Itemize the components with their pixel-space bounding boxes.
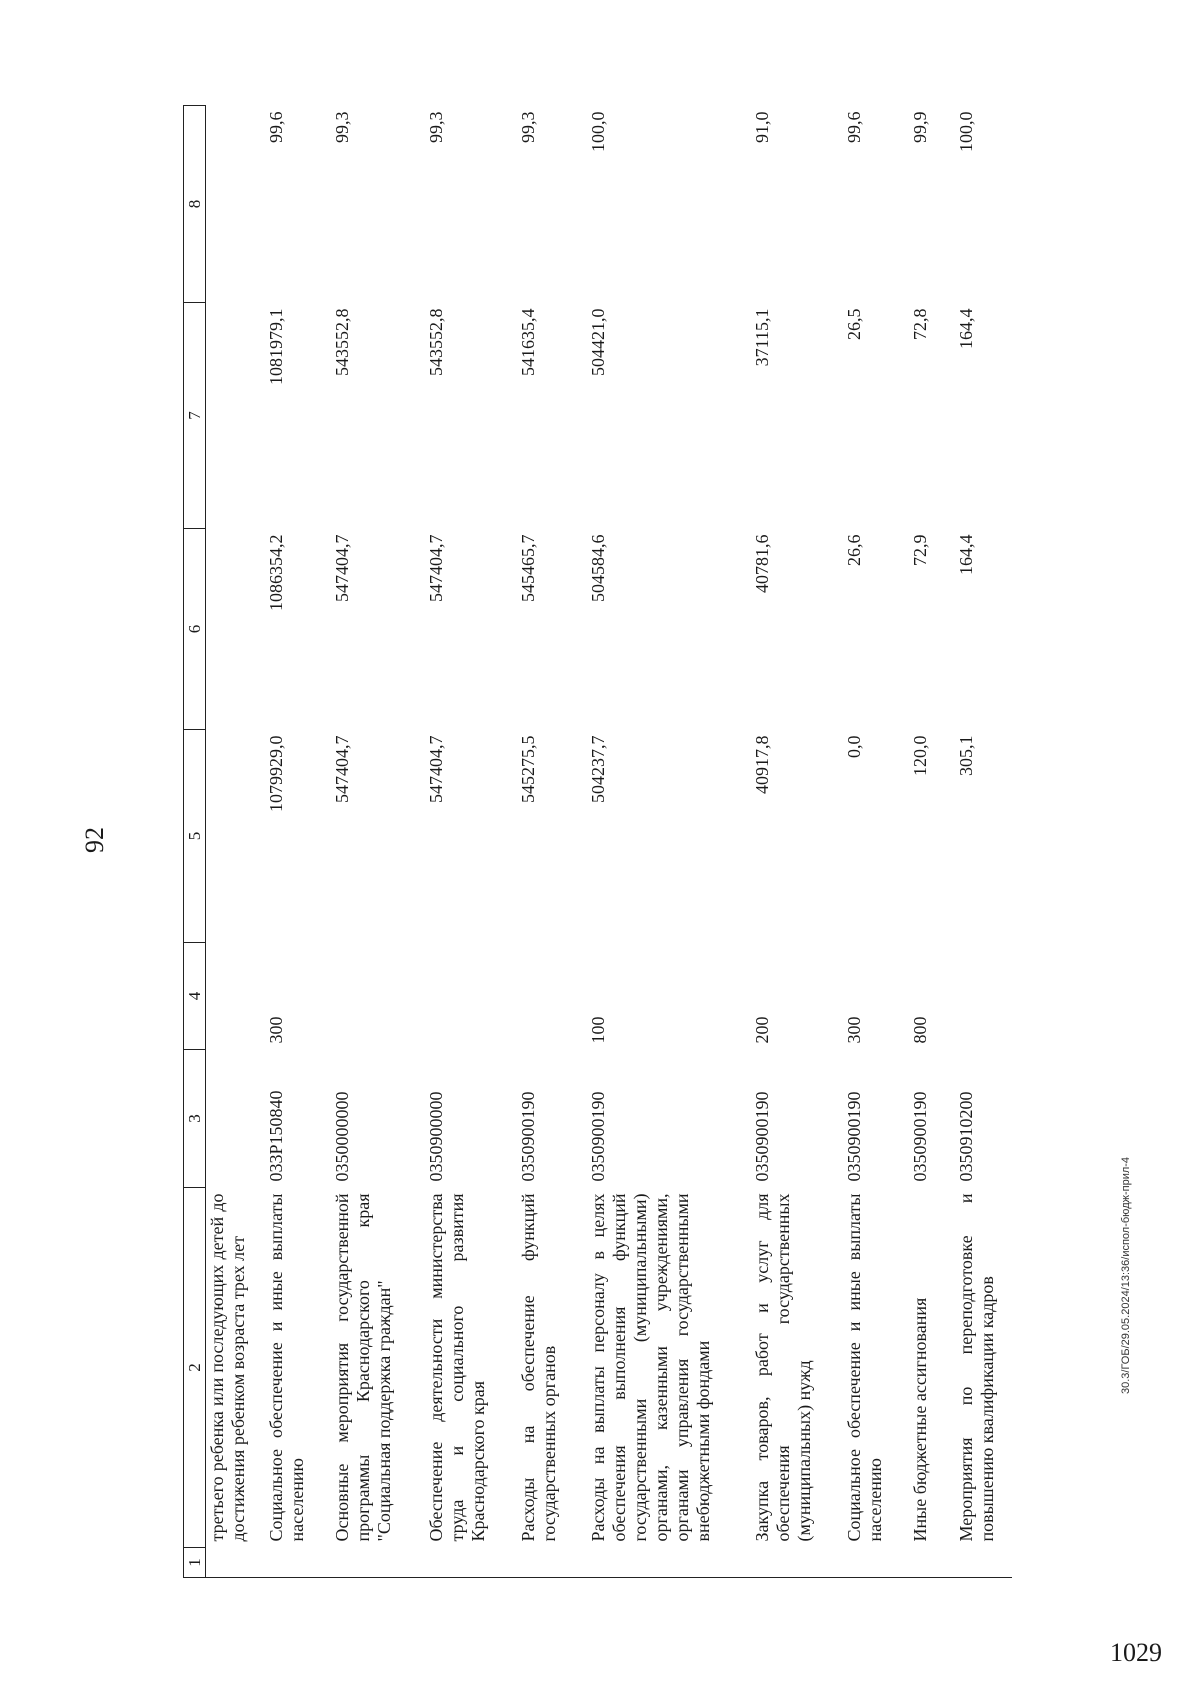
- page-number: 92: [80, 827, 109, 853]
- expense-name: Расходы на обеспечение функций государственных органов: [517, 1193, 559, 1542]
- value-col8: 99,3: [425, 111, 446, 143]
- table-row: [952, 106, 1012, 1578]
- expense-name: Закупка товаров, работ и услуг для обеспечения государственных (муниципальных) нужд: [751, 1193, 814, 1542]
- value-col5: 1079929,0: [265, 735, 286, 812]
- table-row: [262, 106, 328, 1578]
- table-row: [514, 106, 584, 1578]
- value-col8: 99,9: [909, 111, 930, 143]
- value-col8: [206, 106, 262, 303]
- row-index-cell: [262, 1548, 328, 1578]
- value-col5: 547404,7: [425, 735, 446, 803]
- column-header: 1: [184, 1548, 206, 1578]
- table-row: [906, 106, 952, 1578]
- value-col5: 0,0: [843, 735, 864, 758]
- value-col5: 120,0: [909, 735, 930, 776]
- row-index-cell: [840, 1548, 906, 1578]
- target-code: 0350900190: [751, 1091, 772, 1182]
- target-code: 033P150840: [265, 1090, 286, 1182]
- column-header: 2: [184, 1188, 206, 1548]
- row-index-cell: [952, 1548, 1012, 1578]
- expense-type: [952, 943, 1012, 1050]
- row-index-cell: [906, 1548, 952, 1578]
- expense-name: Расходы на выплаты персоналу в целях обеспечения выполнения функций государственными (муниципальными) органами, казенными учреждениями, органами управления государственными внебюджетными фондами: [587, 1193, 713, 1542]
- expense-type: 300: [843, 1016, 864, 1044]
- expense-name: Основные мероприятия государственной программы Краснодарского края "Социальная поддержка граждан": [331, 1193, 394, 1542]
- value-col8: 100,0: [955, 111, 976, 152]
- value-col5: 547404,7: [331, 735, 352, 803]
- table-row: [328, 106, 422, 1578]
- sheet-number: 1029: [1110, 1638, 1162, 1667]
- row-index-cell: [748, 1548, 840, 1578]
- value-col6: 26,6: [843, 534, 864, 566]
- value-col8: 91,0: [751, 111, 772, 143]
- value-col7: [206, 303, 262, 529]
- row-index-cell: [514, 1548, 584, 1578]
- value-col7: 541635,4: [517, 308, 538, 376]
- value-col8: 100,0: [587, 111, 608, 152]
- table-row: [748, 106, 840, 1578]
- value-col8: 99,6: [265, 111, 286, 143]
- row-index-cell: [422, 1548, 514, 1578]
- header-row: [184, 106, 206, 1578]
- value-col6: [206, 529, 262, 730]
- value-col6: 40781,6: [751, 534, 772, 593]
- value-col8: 99,3: [517, 111, 538, 143]
- value-col5: 305,1: [955, 735, 976, 776]
- table-row: [584, 106, 748, 1578]
- expense-type: [422, 943, 514, 1050]
- row-index-cell: [584, 1548, 748, 1578]
- table-row: [840, 106, 906, 1578]
- expense-type: [328, 943, 422, 1050]
- column-header: 3: [184, 1050, 206, 1188]
- expense-type: 300: [265, 1016, 286, 1044]
- value-col7: 164,4: [955, 308, 976, 349]
- target-code: 0350900190: [843, 1091, 864, 1182]
- value-col6: 1086354,2: [265, 534, 286, 611]
- budget-table: [183, 105, 1012, 1578]
- expense-name: Социальное обеспечение и иные выплаты населению: [265, 1193, 307, 1542]
- value-col5: 40917,8: [751, 735, 772, 794]
- value-col8: 99,3: [331, 111, 352, 143]
- expense-name: Социальное обеспечение и иные выплаты населению: [843, 1193, 885, 1542]
- expense-type: 800: [909, 1016, 930, 1044]
- target-code: 0350900000: [425, 1091, 446, 1182]
- column-header: 4: [184, 943, 206, 1050]
- table-row: [422, 106, 514, 1578]
- row-index-cell: [206, 1548, 262, 1578]
- value-col6: 545465,7: [517, 534, 538, 602]
- value-col5: 545275,5: [517, 735, 538, 803]
- value-col5: [206, 730, 262, 943]
- column-header: 5: [184, 730, 206, 943]
- expense-type: 100: [587, 1016, 608, 1044]
- value-col7: 504421,0: [587, 308, 608, 376]
- expense-name: Обеспечение деятельности министерства труда и социального развития Краснодарского края: [425, 1193, 488, 1542]
- target-code: 0350910200: [955, 1091, 976, 1182]
- expense-name: Мероприятия по переподготовке и повышению квалификации кадров: [955, 1193, 997, 1542]
- value-col6: 547404,7: [331, 534, 352, 602]
- value-col7: 543552,8: [331, 308, 352, 376]
- target-code: 0350900190: [517, 1091, 538, 1182]
- value-col5: 504237,7: [587, 735, 608, 803]
- value-col6: 504584,6: [587, 534, 608, 602]
- target-code: 0350900190: [909, 1091, 930, 1182]
- expense-type: [514, 943, 584, 1050]
- target-code: 0350000000: [331, 1091, 352, 1182]
- value-col6: 72,9: [909, 534, 930, 566]
- column-header: 6: [184, 529, 206, 730]
- target-code: [206, 1050, 262, 1188]
- expense-name: Иные бюджетные ассигнования: [909, 1297, 930, 1542]
- row-index-cell: [328, 1548, 422, 1578]
- document-stamp: 30.3/ГОБ/29.05.2024/13:36/испол-бюдж-прил-4: [1120, 1156, 1132, 1394]
- value-col7: 72,8: [909, 308, 930, 340]
- table-row: [206, 106, 262, 1578]
- value-col7: 26,5: [843, 308, 864, 340]
- value-col7: 37115,1: [751, 308, 772, 367]
- target-code: 0350900190: [587, 1091, 608, 1182]
- column-header: 8: [184, 106, 206, 303]
- value-col6: 164,4: [955, 534, 976, 575]
- expense-type: [206, 943, 262, 1050]
- expense-name: третьего ребенка или последующих детей до достижения ребенком возраста трех лет: [207, 1193, 248, 1542]
- value-col6: 547404,7: [425, 534, 446, 602]
- value-col7: 1081979,1: [265, 308, 286, 385]
- expense-type: 200: [751, 1016, 772, 1044]
- value-col7: 543552,8: [425, 308, 446, 376]
- value-col8: 99,6: [843, 111, 864, 143]
- column-header: 7: [184, 303, 206, 529]
